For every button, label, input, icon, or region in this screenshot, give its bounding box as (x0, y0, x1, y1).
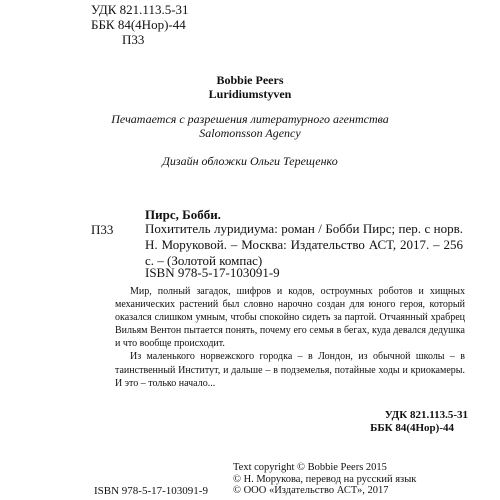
permission-note (0, 112, 500, 140)
author-mark: П33 (91, 222, 114, 237)
permission-line-1: Печатается с разрешения литературного агентства (111, 112, 389, 126)
cover-design-credit: Дизайн обложки Ольги Терещенко (162, 154, 338, 168)
copyright-line-3: © ООО «Издательство АСТ», 2017 (233, 485, 389, 496)
udk-code-bottom: УДК 821.113.5-31 (384, 409, 468, 421)
bbk-code-top: ББК 84(4Нор)-44 (91, 17, 186, 32)
original-author: Bobbie Peers (216, 73, 284, 87)
annotation-paragraph-2: Из маленького норвежского городка – в Лондон, из обычной школы – в таинственный Институт, и дальше – в подземелья, потайные ходы и криокамеры. И это – только начало... (115, 351, 465, 389)
annotation (115, 285, 465, 390)
copyright-line-2: © Н. Морукова, перевод на русский язык (233, 473, 417, 485)
original-title: Luridiumstyven (208, 87, 292, 101)
copyright-block (233, 462, 416, 497)
bbk-code-bottom: ББК 84(4Нор)-44 (370, 422, 454, 434)
bibliographic-description (145, 221, 463, 269)
copyright-line-1: Text copyright © Bobbie Peers 2015 (233, 462, 387, 473)
udk-code-top: УДК 821.113.5-31 (91, 2, 189, 17)
annotation-paragraph-1: Мир, полный загадок, шифров и кодов, остроумных роботов и хищных механических растений был словно нарочно создан для юного героя, который оказался слишком умным, чтобы спокойно сидеть за партой. Отчаянный храбрец Вильям Вентон пытается понять, почему его семья в бегах, куда девался дедушка и что вообще происходит. (115, 286, 465, 350)
isbn-bottom: ISBN 978-5-17-103091-9 (94, 485, 208, 497)
author-heading: Пирс, Бобби. (145, 207, 221, 222)
isbn-main: ISBN 978-5-17-103091-9 (145, 265, 280, 280)
original-edition (0, 73, 500, 101)
permission-line-2: Salomonsson Agency (199, 126, 301, 140)
author-mark-top: П33 (122, 32, 145, 47)
bibliographic-text: Похититель луридиума: роман / Бобби Пирс; пер. с норв. Н. Моруковой. – Москва: Издательство АСТ, 2017. – 256 с. – (Золотой компас) (145, 221, 463, 268)
